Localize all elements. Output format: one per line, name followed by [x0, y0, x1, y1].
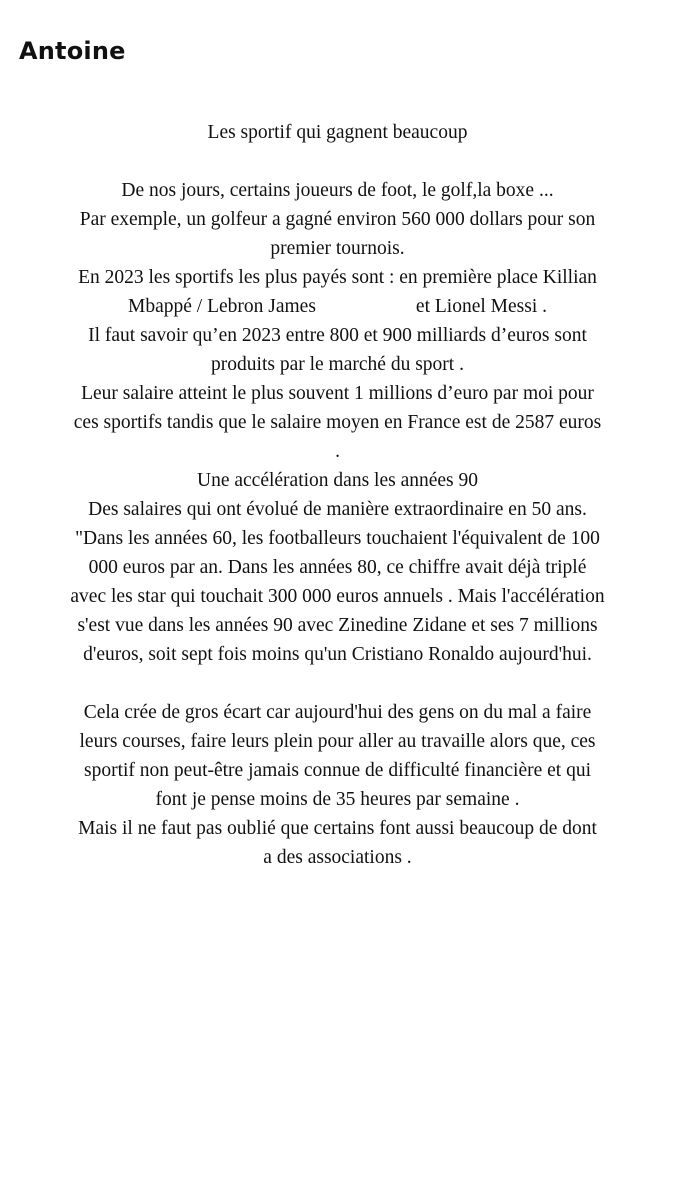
text-fragment: et Lionel Messi .	[415, 296, 547, 317]
text-line: De nos jours, certains joueurs de foot, le golf,la boxe ...	[121, 180, 554, 201]
section-heading: Une accélération dans les années 90	[197, 470, 478, 491]
text-line: font je pense moins de 35 heures par semaine .	[155, 789, 520, 810]
text-line: Cela crée de gros écart car aujourd'hui des gens on du mal a faire	[83, 702, 592, 723]
text-line: Leur salaire atteint le plus souvent 1 millions d’euro par moi pour	[81, 383, 594, 404]
text-fragment: Mbappé / Lebron James	[128, 296, 316, 317]
blank-line	[0, 669, 675, 698]
text-line: avec les star qui touchait 300 000 euros annuels . Mais l'accélération	[70, 586, 605, 607]
text-line: "Dans les années 60, les footballeurs touchaient l'équivalent de 100	[75, 528, 600, 549]
text-line: premier tournois.	[270, 238, 405, 259]
text-line-split	[0, 292, 675, 321]
text-line: .	[335, 441, 340, 462]
text-line: Des salaires qui ont évolué de manière extraordinaire en 50 ans.	[88, 499, 587, 520]
text-line: produits par le marché du sport .	[211, 354, 464, 375]
document-title: Les sportif qui gagnent beaucoup	[207, 122, 468, 143]
text-line: Mais il ne faut pas oublié que certains font aussi beaucoup de dont	[78, 818, 597, 839]
text-line: Par exemple, un golfeur a gagné environ 560 000 dollars pour son	[79, 209, 596, 230]
document-body	[0, 118, 675, 872]
text-line: s'est vue dans les années 90 avec Zinedine Zidane et ses 7 millions	[77, 615, 598, 636]
author-name: Antoine	[19, 37, 126, 65]
text-line: ces sportifs tandis que le salaire moyen en France est de 2587 euros	[73, 412, 602, 433]
blank-line	[0, 147, 675, 176]
text-line: En 2023 les sportifs les plus payés sont : en première place Killian	[78, 267, 597, 288]
text-line: d'euros, soit sept fois moins qu'un Cristiano Ronaldo aujourd'hui.	[83, 644, 592, 665]
text-line: sportif non peut-être jamais connue de difficulté financière et qui	[84, 760, 591, 781]
text-line: a des associations .	[263, 847, 412, 868]
text-line: 000 euros par an. Dans les années 80, ce chiffre avait déjà triplé	[88, 557, 587, 578]
text-line: leurs courses, faire leurs plein pour aller au travaille alors que, ces	[79, 731, 596, 752]
text-line: Il faut savoir qu’en 2023 entre 800 et 900 milliards d’euros sont	[88, 325, 587, 346]
